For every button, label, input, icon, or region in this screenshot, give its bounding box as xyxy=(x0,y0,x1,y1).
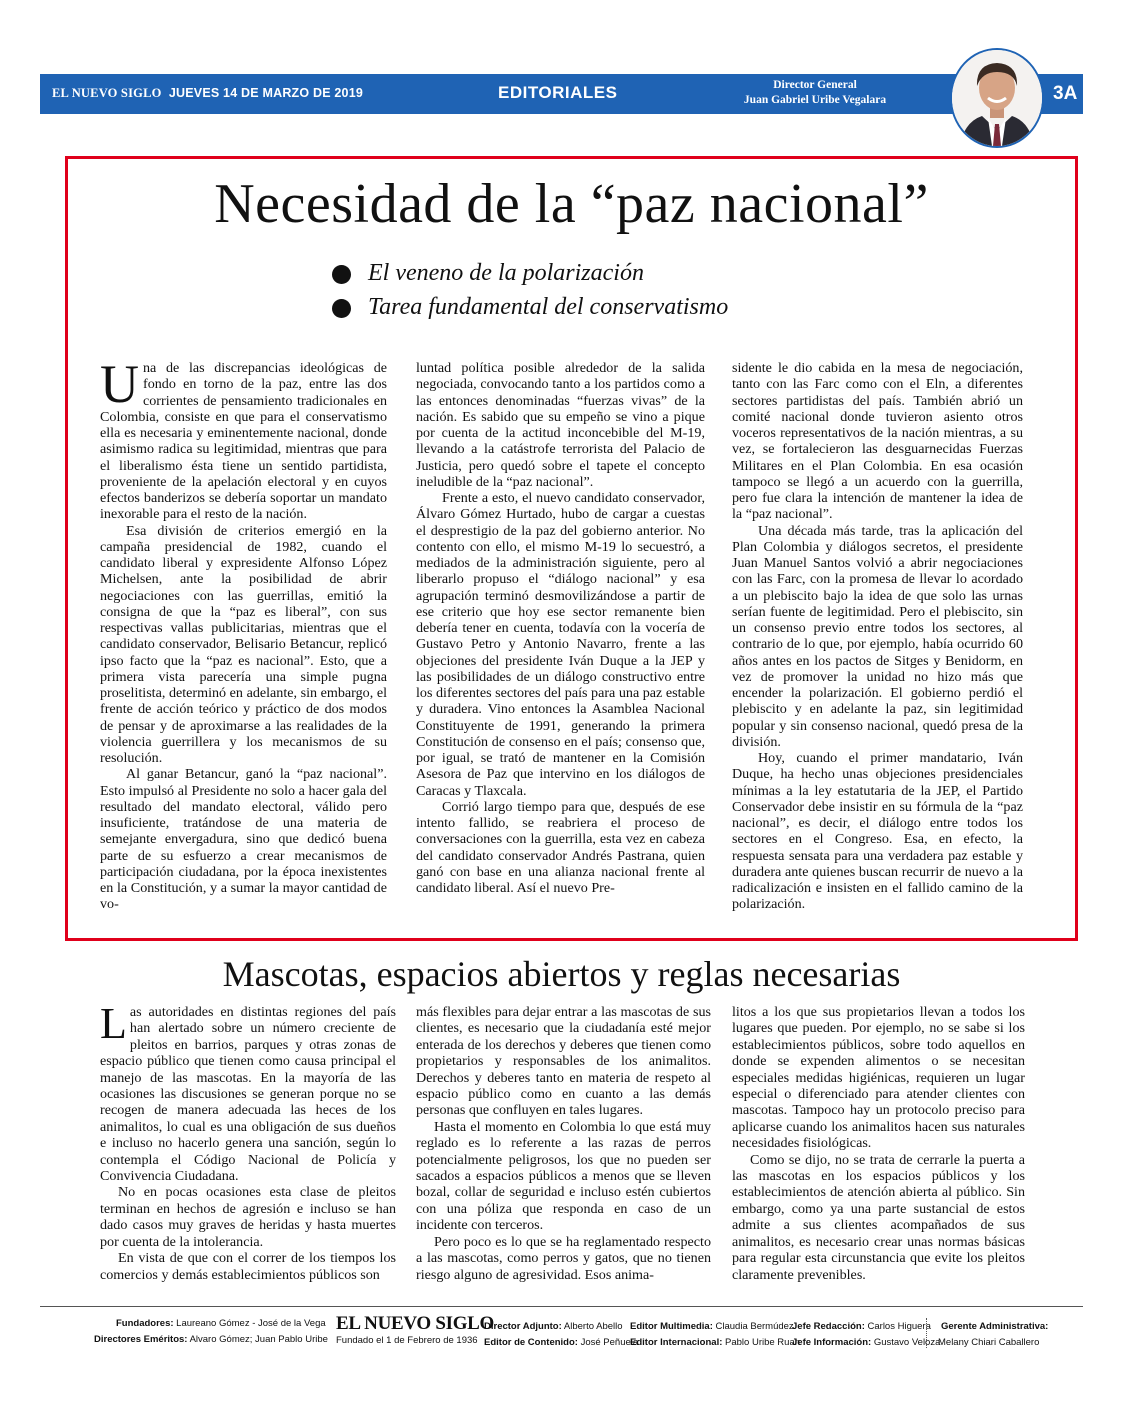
paragraph: litos a los que sus propietarios llevan a todos los lugares que pueden. Por ejemplo, no se sabe si los establecimientos públicos, sobre todo aquellos en donde se expenden alimentos o se necesitan especiales medidas higiénicas, requieren un lugar especial o diferenciado para atender clientes con mascotas. Tampoco hay un protocolo preciso para aplicarse cuando los animalitos hacen sus naturales necesidades fisiológicas. xyxy=(732,1004,1025,1152)
director-credit xyxy=(700,78,930,108)
paragraph: Como se dijo, no se trata de cerrarle la puerta a las mascotas en los espacios públicos y los establecimientos de atención abierta al público. Sin embargo, como ya una parte sustancial de estos admite a sus clientes acompañados de sus animalitos, es necesario crear unas normas básicas para regular esta circunstancia que evite los pleitos claramente prevenibles. xyxy=(732,1151,1025,1283)
editorial-title: Necesidad de la “paz nacional” xyxy=(214,173,929,235)
credit-label: Editor Internacional: xyxy=(630,1337,723,1348)
emeritus-credit xyxy=(94,1332,328,1348)
paragraph: Pero poco es lo que se ha reglamentado respecto a las mascotas, como perros y gatos, que no tienen riesgo alguno de agresividad. Esos anima- xyxy=(416,1233,711,1283)
paragraph: Esa división de criterios emergió en la campaña presidencial de 1982, cuando el candidato liberal y expresidente Alfonso López Michelsen, ante la posibilidad de abrir negociaciones con las guerrillas, emitió la consigna de que la “paz es liberal”, con sus respectivas vallas publicitarias, mientras que el candidato conservador, Belisario Betancur, replicó ipso facto que la “paz es nacional”. Esto, que a primera vista parecería una simple pugna proselitista, determinó en adelante, sin embargo, el frente de acción teórico y práctico de dos modos de pensar y de aproximarse a las realidades de la violencia guerrillera y los mecanismos de su resolución. xyxy=(100,522,387,766)
paragraph: Frente a esto, el nuevo candidato conservador, Álvaro Gómez Hurtado, hubo de cargar a cuestas el desprestigio de la paz del gobierno anterior. No contento con ello, el mismo M-19 lo secuestró, a mediados de la administración siguiente, pero al liberarlo propuso el “diálogo nacional” y esa agrupación terminó desmovilizándose a partir de ese criterio que hoy ese sector remanente bien debería tener en cuenta, todavía con la vocería de Gustavo Petro y Antonio Navarro, frente a las objeciones del presidente Iván Duque a la JEP y las posibilidades de un diálogo constructivo entre los diferentes sectores del país para una paz estable y duradera. Vino entonces la Asamblea Nacional Constituyente de 1991, generando la primera Constitución de consenso en el país; consenso que, por igual, se trató de mantener en la Comisión Asesora de Paz que intervino en los diálogos de Caracas y Tlaxcala. xyxy=(416,490,705,799)
paragraph-text: as autoridades en distintas regiones del país han alertado sobre un número creciente de pleitos en barrios, parques y otras zonas de espacio público que tienen como causa principal el manejo de las mascotas. En la mayoría de las ocasiones las discusiones se generan porque no se recogen de manera adecuada las heces de los animalitos, lo cual es una obligación de sus dueños e incluso no hacerlo genera una sanción, según lo contempla el Código Nacional de Policía y Convivencia Ciudadana. xyxy=(100,1004,396,1185)
credit-label: Editor Multimedia: xyxy=(630,1321,713,1332)
editorial-summary xyxy=(328,256,728,324)
content-editor-credit xyxy=(484,1335,638,1351)
issue-date: JUEVES 14 DE MARZO DE 2019 xyxy=(168,86,364,100)
paragraph: Al ganar Betancur, ganó la “paz nacional”. Esto impulsó al Presidente no solo a hacer gala del resultado del mandato electoral, válido pero insuficiente, tratándose de una materia de semejante envergadura, sino que dedicó buena parte de su esfuerzo a crear mecanismos de participación ciudadana, por la época inexistentes en la Constitución, y a sumar la mayor cantidad de vo- xyxy=(100,766,387,913)
credit-label: Jefe Redacción: xyxy=(792,1321,865,1332)
footer-rule xyxy=(40,1306,1083,1307)
paper-name: EL NUEVO SIGLO xyxy=(52,86,162,100)
drop-cap: U xyxy=(100,354,139,414)
credit-label: Jefe Información: xyxy=(792,1337,872,1348)
director-portrait xyxy=(950,48,1044,148)
masthead-date xyxy=(52,86,363,101)
footer-logo: EL NUEVO SIGLO xyxy=(336,1313,495,1334)
director-name: Juan Gabriel Uribe Vegalara xyxy=(743,94,887,106)
footer-divider xyxy=(926,1318,927,1348)
credit-value: Carlos Higuera xyxy=(867,1321,931,1332)
summary-bullet: El veneno de la polarización xyxy=(328,256,728,290)
paragraph-text: na de las discrepancias ideológicas de fondo en torno de la paz, entre las dos corrientes de pensamiento tradicionales en Colombia, consiste en que para el conservatismo ella es necesaria y eminentemente nacional, donde asimismo radica su legitimidad, mientras que para el liberalismo ésta tiene un sentido partidista, proveniente de la apelación electoral y en cuyos efectos banderizos se debería soportar un mandato inexorable para el resto de la nación. xyxy=(100,360,387,523)
credit-label: Editor de Contenido: xyxy=(484,1337,578,1348)
multimedia-editor-credit xyxy=(630,1319,794,1335)
paragraph: En vista de que con el correr de los tiempos los comercios y demás establecimientos públicos son xyxy=(100,1250,396,1283)
administrative-manager-credit xyxy=(941,1319,1048,1335)
credit-label: Director Adjunto: xyxy=(484,1321,562,1332)
paragraph: sidente le dio cabida en la mesa de negociación, tanto con las Farc como con el Eln, a diferentes sectores partidistas del país. También abrió un comité nacional donde tuvieron asiento otros voceros representativos de la nación mientras, a su vez, se fortalecieron las desguarnecidas Fuerzas Militares en el Plan Colombia. En esa ocasión tampoco se llegó a un acuerdo con la guerrilla, pero fue clara la intención de mantener la idea de la “paz nacional”. xyxy=(732,360,1023,523)
summary-bullet: Tarea fundamental del conservatismo xyxy=(328,290,728,324)
paragraph: más flexibles para dejar entrar a las mascotas de sus clientes, es necesario que la ciudadanía esté mejor enterada de los derechos y deberes que tienen como propietarios y responsables de los animalitos. Derechos y deberes tanto en materia de respeto al espacio público como en cuanto a las demás personas que confluyen en tales lugares. xyxy=(416,1004,711,1119)
editorial-column-1 xyxy=(100,354,387,913)
credit-value: Laureano Gómez - José de la Vega xyxy=(176,1318,326,1329)
director-role: Director General xyxy=(773,79,857,91)
newsroom-chief-credit xyxy=(792,1319,931,1335)
paragraph: Hasta el momento en Colombia lo que está muy reglado es lo referente a las razas de perros potencialmente peligrosos, los que no pueden ser sacados a espacios públicos a menos que se lleven bozal, collar de seguridad e incluso estén cubiertos con una póliza que responda en caso de un incidente con terceros. xyxy=(416,1118,711,1234)
editorial-column-2 xyxy=(416,360,705,896)
paragraph: No en pocas ocasiones esta clase de pleitos terminan en hechos de agresión e incluso se han dado casos muy graves de heridas y hasta muertes por cuenta de la intolerancia. xyxy=(100,1184,396,1250)
administrative-manager-name: Melany Chiari Caballero xyxy=(938,1337,1040,1348)
credit-label: Fundadores: xyxy=(116,1318,174,1329)
paragraph: Una década más tarde, tras la aplicación del Plan Colombia y diálogos secretos, el presidente Juan Manuel Santos volvió a abrir negociaciones con las Farc, con la promesa de llevar lo acordado a un plebiscito bajo la idea de que solo las urnas serían fuente de legitimidad. Pero el plebiscito, sin un consenso previo entre todos los sectores, al contrario de lo que, por ejemplo, había ocurrido 60 años antes en los pactos de Sitges y Benidorm, en vez de promover la unidad no hizo más que encender la polarización. El gobierno perdió el plebiscito y en adelante la paz, sin legitimidad popular y sin consenso nacional, quedó presa de la división. xyxy=(732,522,1023,750)
founders-credit xyxy=(116,1316,326,1332)
second-editorial-title: Mascotas, espacios abiertos y reglas necesarias xyxy=(222,954,901,994)
second-editorial-column-1 xyxy=(100,999,396,1283)
paragraph xyxy=(100,354,387,523)
information-chief-credit xyxy=(792,1335,940,1351)
credit-value: Claudia Bermúdez xyxy=(715,1321,794,1332)
portrait-illustration xyxy=(952,50,1042,146)
paragraph: Hoy, cuando el primer mandatario, Iván Duque, ha hecho unas objeciones presidenciales mínimas a la ley estatutaria de la JEP, el Partido Conservador debe insistir en su fórmula de la “paz nacional”, es decir, el diálogo entre todos los sectores en el Congreso. Esa, en efecto, la respuesta sensata para una verdadera paz estable y duradera ante quienes buscan recurrir de nuevo a la radicalización e insisten en el fallido camino de la polarización. xyxy=(732,750,1023,913)
credit-value: Pablo Uribe Ruan xyxy=(725,1337,801,1348)
second-editorial-column-3 xyxy=(732,1004,1025,1283)
international-editor-credit xyxy=(630,1335,800,1351)
paragraph: luntad política posible alrededor de la salida negociada, convocando tanto a los partidos como a las entonces denominadas “fuerzas vivas” de la nación. Es sabido que su empeño se vino a pique por cuenta de la actitud inconcebible del M-19, llevando a la catástrofe terrorista del Palacio de Justicia, pero quedó sobre el tapete el concepto ineludible de la “paz nacional”. xyxy=(416,360,705,490)
deputy-director-credit xyxy=(484,1319,623,1335)
paragraph xyxy=(100,999,396,1185)
credit-value: José Peñuela xyxy=(580,1337,639,1348)
paragraph: Corrió largo tiempo para que, después de ese intento fallido, se reabriera el proceso de conversaciones con la guerrilla, esta vez en cabeza del candidato conservador Andrés Pastrana, quien ganó con base en una alianza nacional frente al candidato liberal. Así el nuevo Pre- xyxy=(416,798,705,896)
section-title: EDITORIALES xyxy=(498,83,618,102)
credit-value: Alvaro Gómez; Juan Pablo Uribe xyxy=(189,1334,328,1345)
credit-value: Gustavo Veloza xyxy=(873,1337,941,1348)
founding-date: Fundado el 1 de Febrero de 1936 xyxy=(336,1335,478,1346)
second-editorial-column-2 xyxy=(416,1004,711,1283)
editorial-column-3 xyxy=(732,360,1023,913)
page-number: 3A xyxy=(1053,83,1078,104)
credit-value: Alberto Abello xyxy=(563,1321,623,1332)
credit-label: Directores Eméritos: xyxy=(94,1334,188,1345)
drop-cap: L xyxy=(100,999,127,1048)
credit-label: Gerente Administrativa: xyxy=(941,1321,1049,1332)
